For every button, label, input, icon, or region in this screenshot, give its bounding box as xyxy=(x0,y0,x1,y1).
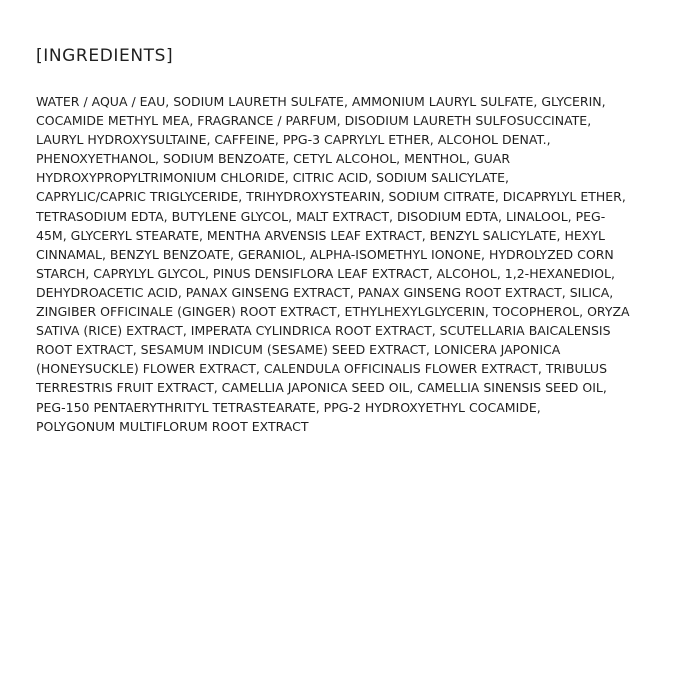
ingredients-line: STARCH, CAPRYLYL GLYCOL, PINUS DENSIFLORA LEAF EXTRACT, ALCOHOL, 1,2-HEXANEDIOL, xyxy=(36,265,615,281)
ingredients-line: ROOT EXTRACT, SESAMUM INDICUM (SESAME) SEED EXTRACT, LONICERA JAPONICA xyxy=(36,342,561,358)
ingredients-line: SATIVA (RICE) EXTRACT, IMPERATA CYLINDRICA ROOT EXTRACT, SCUTELLARIA BAICALENSIS xyxy=(36,323,611,339)
ingredients-line: CAPRYLIC/CAPRIC TRIGLYCERIDE, TRIHYDROXYSTEARIN, SODIUM CITRATE, DICAPRYLYL ETHER, xyxy=(36,189,626,205)
ingredients-line: WATER / AQUA / EAU, SODIUM LAURETH SULFATE, AMMONIUM LAURYL SULFATE, GLYCERIN, xyxy=(36,94,606,109)
ingredients-line: CINNAMAL, BENZYL BENZOATE, GERANIOL, ALPHA-ISOMETHYL IONONE, HYDROLYZED CORN xyxy=(36,246,614,262)
ingredients-line: 45M, GLYCERYL STEARATE, MENTHA ARVENSIS LEAF EXTRACT, BENZYL SALICYLATE, HEXYL xyxy=(36,227,605,243)
ingredients-line: COCAMIDE METHYL MEA, FRAGRANCE / PARFUM, DISODIUM LAURETH SULFOSUCCINATE, xyxy=(36,113,592,129)
ingredients-list xyxy=(36,92,648,436)
ingredients-line: LAURYL HYDROXYSULTAINE, CAFFEINE, PPG-3 CAPRYLYL ETHER, ALCOHOL DENAT., xyxy=(36,132,551,148)
ingredients-line: HYDROXYPROPYLTRIMONIUM CHLORIDE, CITRIC ACID, SODIUM SALICYLATE, xyxy=(36,170,509,186)
ingredients-line: (HONEYSUCKLE) FLOWER EXTRACT, CALENDULA OFFICINALIS FLOWER EXTRACT, TRIBULUS xyxy=(36,361,608,377)
ingredients-line: TETRASODIUM EDTA, BUTYLENE GLYCOL, MALT EXTRACT, DISODIUM EDTA, LINALOOL, PEG- xyxy=(36,208,606,224)
ingredients-line: POLYGONUM MULTIFLORUM ROOT EXTRACT xyxy=(36,418,309,434)
ingredients-line: ZINGIBER OFFICINALE (GINGER) ROOT EXTRACT, ETHYLHEXYLGLYCERIN, TOCOPHEROL, ORYZA xyxy=(36,304,630,320)
ingredients-heading: [INGREDIENTS] xyxy=(36,46,174,66)
ingredients-line: PHENOXYETHANOL, SODIUM BENZOATE, CETYL ALCOHOL, MENTHOL, GUAR xyxy=(36,151,511,167)
ingredients-line: TERRESTRIS FRUIT EXTRACT, CAMELLIA JAPONICA SEED OIL, CAMELLIA SINENSIS SEED OIL, xyxy=(36,380,607,396)
ingredients-line: PEG-150 PENTAERYTHRITYL TETRASTEARATE, PPG-2 HYDROXYETHYL COCAMIDE, xyxy=(36,399,541,415)
ingredients-panel xyxy=(36,44,648,436)
ingredients-line: DEHYDROACETIC ACID, PANAX GINSENG EXTRACT, PANAX GINSENG ROOT EXTRACT, SILICA, xyxy=(36,284,614,300)
